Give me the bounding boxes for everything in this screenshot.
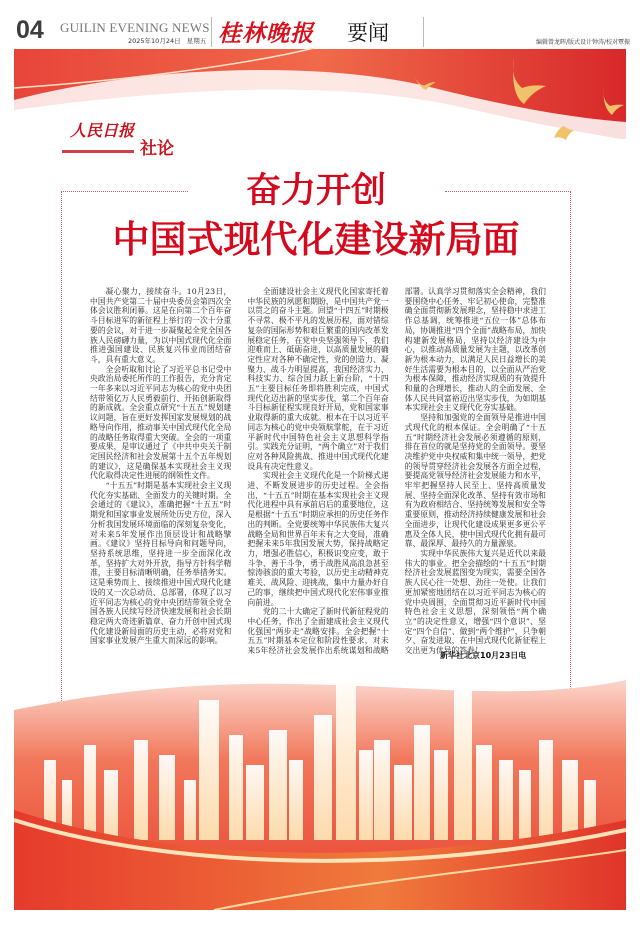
paragraph: 实现中华民族伟大复兴是近代以来最伟大的事业。把全会描绘的“十五五”时期经济社会发展蓝图变为现实，需要全国各族人民心往一处想、劲往一处使。让我们更加紧密地团结在以习近平同志为核心的党中央周围，全面贯彻习近平新时代中国特色社会主义思想，深刻领悟“两个确立”的决定性意义，增强“四个意识”、坚定“四个自信”、做到“两个维护”，只争朝夕、奋发进取，在中国式现代化新征程上交出更为优异的答卷！ [404,548,546,656]
building [562,760,578,840]
header-divider [423,17,424,47]
building [159,755,175,840]
building [539,740,553,840]
building [434,750,448,840]
paragraph: 党的二十大确定了新时代新征程党的中心任务，作出了全面建成社会主义现代化强国“两步走”战略安排。全会把握“十五五”时期基本定位和阶段性要求，对未来5年经济社会发展作出系统谋划和战略部署。认真学习贯彻落实全会精神，我们要围绕中心任务、牢记初心使命，完整准确全面贯彻新发展理念，坚持稳中求进工作总基调，统筹推进“五位一体”总体布局，协调推进“四个全面”战略布局，加快构建新发展格局，坚持以经济建设为中心，以推动高质量发展为主题，以改革创新为根本动力，以满足人民日益增长的美好生活需要为根本目的，以全面从严治党为根本保障，推动经济实现质的有效提升和量的合理增长，推动人的全面发展、全体人民共同富裕迈出坚实步伐，为如期基本实现社会主义现代化夯实基础。 [247,287,546,656]
paragraph: 坚持和加强党的全面领导是推进中国式现代化的根本保证。全会明确了“十五五”时期经济社会发展必须遵循的原则，排在首位的就是坚持党的全面领导。要坚决维护党中央权威和集中统一领导，把党的领导贯穿经济社会发展各方面全过程，要提高党领导经济社会发展能力和水平，牢牢把握坚持人民至上、坚持高质量发展、坚持全面深化改革、坚持有效市场和有为政府相结合、坚持统筹发展和安全等重要原则，推动经济持续健康发展和社会全面进步，让现代化建设成果更多更公平惠及全体人民，使中国式现代化拥有最可靠、最深厚、最持久的力量源泉。 [404,413,546,549]
building [229,735,243,840]
headline-line2: 中国式现代化建设新局面 [112,218,520,261]
building [414,725,430,840]
editor-credits: 编辑曾龙晖/版式设计钟涛/校对覃振 [535,39,630,46]
building [519,770,531,840]
peoples-daily-logo: 人民日报 [70,121,135,140]
paragraph: 全会听取和讨论了习近平总书记受中央政治局委托所作的工作报告，充分肯定一年多来以习近平同志为核心的党中央团结带领亿万人民勇毅前行、开拓创新取得的新成就。全会重点研究“十五五”规划建议问题，旨在更好发挥国家发展规划的战略导向作用，推动事关中国式现代化全局的战略任务取得重大突破。全会的一项重要成果，是审议通过了《中共中央关于制定国民经济和社会发展第十五个五年规划的建议》，这是确保基本实现社会主义现代化取得决定性进展的纲领性文件。 [90,364,232,481]
building [314,715,332,840]
building [184,780,196,840]
building [374,740,390,840]
paragraph: 实现社会主义现代化是一个阶梯式递进、不断发展进步的历史过程。全会指出，“十五五”时期在基本实现社会主义现代化进程中具有承前启后的重要地位，这是根据“十五五”时期应承担的历史任务作出的判断。全党要统筹中华民族伟大复兴战略全局和世界百年未有之大变局，准确把握未来5年我国发展大势，保持战略定力，增强必胜信心，积极识变应变，敢于斗争、善于斗争，勇于战胜风高浪急甚至惊涛骇浪的重大考验，以历史主动精神克难关、战风险、迎挑战，集中力量办好自己的事，继续把中国式现代化宏伟事业推向前进。 [247,471,389,607]
paper-name-en: GUILIN EVENING NEWS [60,20,210,35]
building [336,680,356,840]
building [394,765,412,840]
building [359,750,373,840]
section-name: 要闻 [347,21,389,45]
article-signature: 新华社北京10月23日电 [440,651,527,660]
paragraph: “十五五”时期是基本实现社会主义现代化夯实基础、全面发力的关键时期。全会通过的《建议》，准确把握“十五五”时期党和国家事业发展所处历史方位，深入分析我国发展环境面临的深刻复杂变化，对未来5年发展作出顶层设计和战略擘画。《建议》坚持目标导向和问题导向，坚持系统思维，坚持进一步全面深化改革，坚持扩大对外开放，指导方针科学精准，主要目标清晰明确，任务举措务实。这是乘势而上、接续推进中国式现代化建设的又一次总动员、总部署，体现了以习近平同志为核心的党中央团结带领全党全国各族人民续写经济快速发展和社会长期稳定两大奇迹新篇章、奋力开创中国式现代化建设新局面的历史主动，必将对党和国家事业发展产生重大而深远的影响。 [90,481,232,646]
building [134,740,148,840]
building [104,770,118,840]
building [199,700,219,840]
frame-border [570,191,571,691]
frame-border [61,191,62,731]
building [269,730,287,840]
building [476,745,492,840]
paragraph: 全面建设社会主义现代化国家寄托着中华民族的夙愿和期盼，是中国共产党一以贯之的奋斗主题。回望“十四五”时期极不寻常、极不平凡的发展历程，面对错综复杂的国际形势和艰巨繁重的国内改革发展稳定任务，在党中央坚强领导下，我们迎难而上、砥砺奋进，以高质量发展的确定性应对各种不确定性，党的创造力、凝聚力、战斗力明显提高，我国经济实力、科技实力、综合国力跃上新台阶，“十四五”主要目标任务即将胜利完成，中国式现代化迈出新的坚实步伐，第二个百年奋斗目标新征程实现良好开局，党和国家事业取得新的重大成就。根本在于以习近平同志为核心的党中央领航掌舵，在于习近平新时代中国特色社会主义思想科学指引。实践充分证明，“两个确立”对于我们应对各种风险挑战、推进中国式现代化建设具有决定性意义。 [247,287,389,471]
headline-line1: 奋力开创 [245,171,386,211]
building [289,760,303,840]
editorial-label: 社论 [140,139,174,159]
building [454,690,472,840]
building [499,760,513,840]
paragraph: 凝心聚力，接续奋斗。10月23日，中国共产党第二十届中央委员会第四次全体会议胜利闭幕。这是在向第二个百年奋斗目标进军的新征程上举行的一次十分重要的会议，对于进一步凝聚起全党全国各族人民磅礴力量，为以中国式现代化全面推进强国建设、民族复兴伟业而团结奋斗，具有重大意义。 [90,287,232,364]
building [246,765,264,840]
city-skyline-illustration [14,680,626,910]
page-number: 04 [16,16,44,44]
article-body [90,287,546,659]
issue-date: 2025年10月24日 星期五 [128,37,207,45]
logo-underline [62,150,134,153]
header-divider [211,17,212,47]
building [84,745,96,840]
masthead-logo: 桂林晚报 [218,20,314,47]
